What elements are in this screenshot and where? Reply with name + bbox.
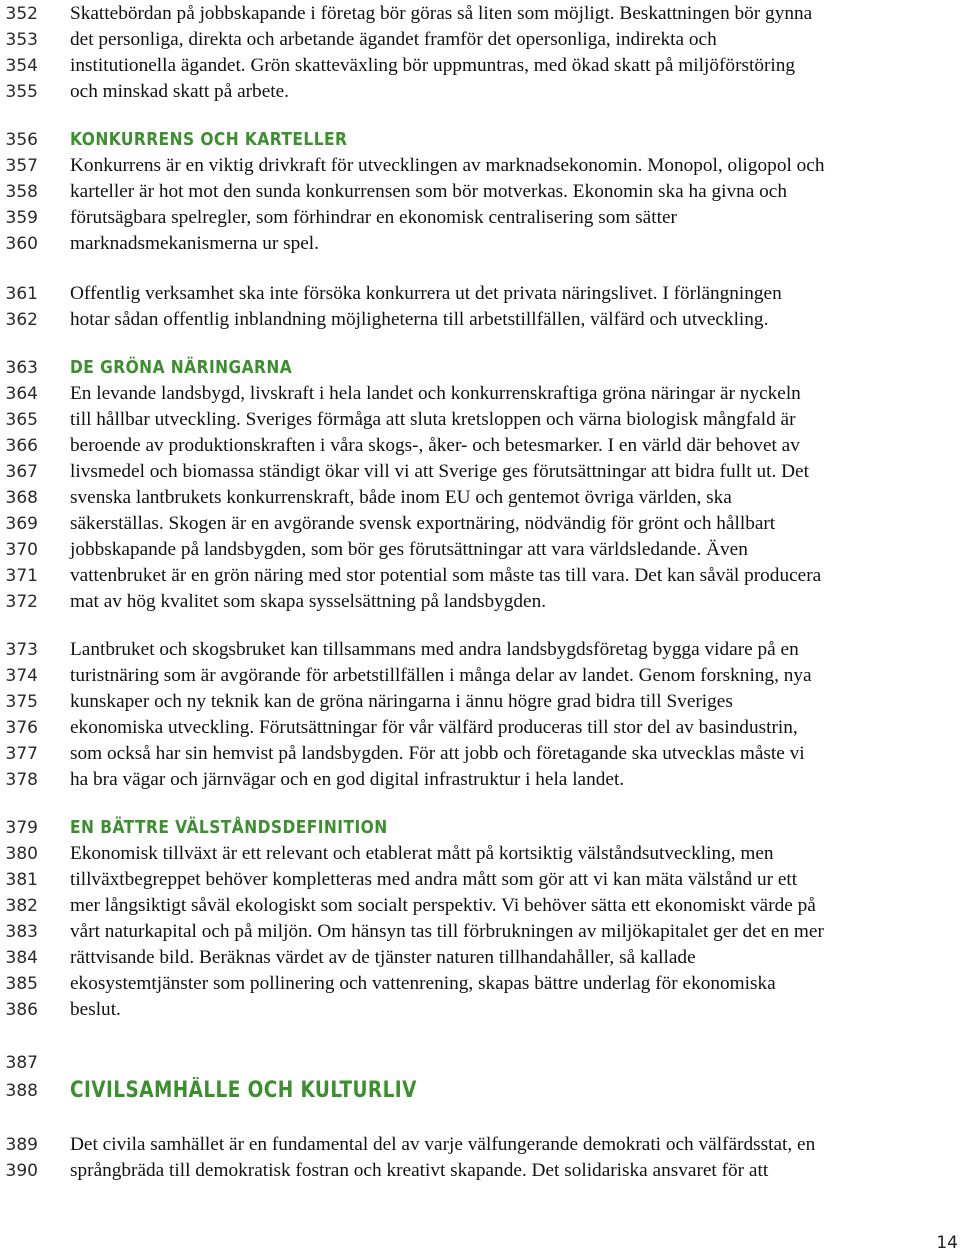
body-text-line: kunskaper och ny teknik kan de gröna näringarna i ännu högre grad bidra till Sveriges	[70, 691, 733, 712]
body-text-line: vårt naturkapital och på miljön. Om hänsyn tas till förbrukningen av miljökapitalet ger det en mer	[70, 921, 824, 942]
line-number: 378	[5, 770, 38, 790]
body-text-line: som också har sin hemvist på landsbygden. För att jobb och företagande ska utvecklas måste vi	[70, 743, 805, 764]
line-number: 362	[5, 310, 38, 330]
line-number: 369	[5, 514, 38, 534]
line-number: 373	[5, 640, 38, 660]
line-number: 377	[5, 744, 38, 764]
body-text-line: vattenbruket är en grön näring med stor potential som måste tas till vara. Det kan såväl producera	[70, 565, 822, 586]
line-number: 390	[5, 1161, 38, 1181]
body-text-line: svenska lantbrukets konkurrenskraft, både inom EU och gentemot övriga världen, ska	[70, 487, 732, 508]
line-number: 389	[5, 1135, 38, 1155]
line-number: 384	[5, 948, 38, 968]
body-text-line: Det civila samhället är en fundamental del av varje välfungerande demokrati och välfärdsstat, en	[70, 1134, 816, 1155]
body-text-line: Lantbruket och skogsbruket kan tillsammans med andra landsbygdsföretag bygga vidare på en	[70, 639, 799, 660]
line-number: 380	[5, 844, 38, 864]
body-text-line: ekosystemtjänster som pollinering och vattenrening, skapas bättre underlag för ekonomiska	[70, 973, 776, 994]
page-number: 14	[936, 1233, 958, 1253]
body-text-line: till hållbar utveckling. Sveriges förmåga att sluta kretsloppen och värna biologisk mångfald är	[70, 409, 796, 430]
line-number: 353	[5, 30, 38, 50]
line-number: 370	[5, 540, 38, 560]
section-heading: EN BÄTTRE VÄLSTÅNDSDEFINITION	[70, 817, 388, 838]
line-number: 372	[5, 592, 38, 612]
line-number: 385	[5, 974, 38, 994]
section-heading: DE GRÖNA NÄRINGARNA	[70, 357, 293, 378]
body-text-line: det personliga, direkta och arbetande ägandet framför det opersonliga, indirekta och	[70, 29, 717, 50]
line-number: 387	[5, 1053, 38, 1073]
body-text-line: livsmedel och biomassa ständigt ökar vill vi att Sverige ges förutsättningar att bidra fullt ut. Det	[70, 461, 809, 482]
body-text-line: beroende av produktionskraften i våra skogs-, åker- och betesmarker. I en värld där behovet av	[70, 435, 800, 456]
line-number: 361	[5, 284, 38, 304]
line-number: 366	[5, 436, 38, 456]
body-text-line: hotar sådan offentlig inblandning möjligheterna till arbetstillfällen, välfärd och utveckling.	[70, 309, 769, 330]
body-text-line: mat av hög kvalitet som skapa sysselsättning på landsbygden.	[70, 591, 547, 612]
line-number: 382	[5, 896, 38, 916]
body-text-line: institutionella ägandet. Grön skatteväxling bör uppmuntras, med ökad skatt på miljöförstöring	[70, 55, 796, 76]
body-text-line: karteller är hot mot den sunda konkurrensen som bör motverkas. Ekonomin ska ha givna och	[70, 181, 787, 202]
line-number: 364	[5, 384, 38, 404]
body-text-line: säkerställas. Skogen är en avgörande svensk exportnäring, nödvändig för grönt och hållbart	[70, 513, 776, 534]
line-number: 368	[5, 488, 38, 508]
body-text-line: Skattebördan på jobbskapande i företag bör göras så liten som möjligt. Beskattningen bör gynna	[70, 3, 813, 24]
line-number: 374	[5, 666, 38, 686]
line-number: 354	[5, 56, 38, 76]
body-text-line: rättvisande bild. Beräknas värdet av de tjänster naturen tillhandahåller, så kallade	[70, 947, 696, 968]
body-text-line: En levande landsbygd, livskraft i hela landet och konkurrenskraftiga gröna näringar är nyckeln	[70, 383, 801, 404]
line-number: 352	[5, 4, 38, 24]
body-text-line: jobbskapande på landsbygden, som bör ges förutsättningar att vara världsledande. Även	[70, 539, 748, 560]
line-number: 363	[5, 358, 38, 378]
line-number: 358	[5, 182, 38, 202]
line-number: 360	[5, 234, 38, 254]
body-text-line: Konkurrens är en viktig drivkraft för utvecklingen av marknadsekonomin. Monopol, oligopol och	[70, 155, 825, 176]
line-number: 355	[5, 82, 38, 102]
body-text-line: tillväxtbegreppet behöver kompletteras med andra mått som gör att vi kan mäta välstånd ur ett	[70, 869, 798, 890]
line-number: 371	[5, 566, 38, 586]
line-number: 365	[5, 410, 38, 430]
line-number: 376	[5, 718, 38, 738]
body-text-line: och minskad skatt på arbete.	[70, 81, 289, 102]
body-text-line: förutsägbara spelregler, som förhindrar en ekonomisk centralisering som sätter	[70, 207, 677, 228]
body-text-line: mer långsiktigt såväl ekologiskt som socialt perspektiv. Vi behöver sätta ett ekonomiskt värde på	[70, 895, 816, 916]
body-text-line: Offentlig verksamhet ska inte försöka konkurrera ut det privata näringslivet. I förlängningen	[70, 283, 782, 304]
body-text-line: ha bra vägar och järnvägar och en god digital infrastruktur i hela landet.	[70, 769, 625, 790]
line-number: 375	[5, 692, 38, 712]
line-number: 367	[5, 462, 38, 482]
line-number: 356	[5, 130, 38, 150]
line-number: 386	[5, 1000, 38, 1020]
body-text-line: Ekonomisk tillväxt är ett relevant och etablerat mått på kortsiktig välståndsutveckling, men	[70, 843, 774, 864]
line-number: 379	[5, 818, 38, 838]
section-heading: KONKURRENS OCH KARTELLER	[70, 129, 348, 150]
body-text-line: turistnäring som är avgörande för arbetstillfällen i många delar av landet. Genom forskning, nya	[70, 665, 812, 686]
body-text-line: marknadsmekanismerna ur spel.	[70, 233, 319, 254]
body-text-line: beslut.	[70, 999, 121, 1020]
section-heading: CIVILSAMHÄLLE OCH KULTURLIV	[70, 1078, 417, 1103]
line-number: 357	[5, 156, 38, 176]
line-number: 383	[5, 922, 38, 942]
line-number: 381	[5, 870, 38, 890]
body-text-line: språngbräda till demokratisk fostran och kreativt skapande. Det solidariska ansvaret för att	[70, 1160, 769, 1181]
line-number: 359	[5, 208, 38, 228]
line-number: 388	[5, 1081, 38, 1101]
body-text-line: ekonomiska utveckling. Förutsättningar för vår välfärd produceras till stor del av basindustrin,	[70, 717, 798, 738]
